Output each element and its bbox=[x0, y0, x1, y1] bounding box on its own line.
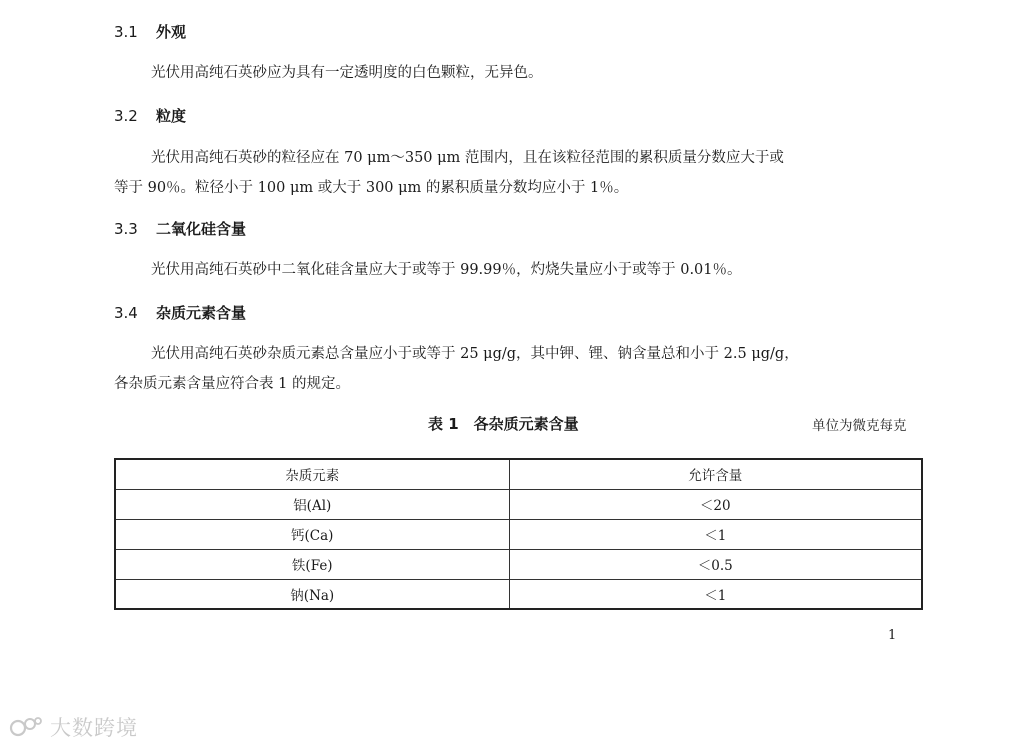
paragraph-impurity-content bbox=[114, 339, 924, 399]
section-heading-3-2 bbox=[114, 106, 186, 126]
table-caption: 表 1 各杂质元素含量 bbox=[428, 415, 579, 433]
section-title: 二氧化硅含量 bbox=[156, 220, 247, 238]
section-heading-3-4 bbox=[114, 303, 246, 323]
section-title: 粒度 bbox=[156, 107, 187, 125]
section-number: 3.2 bbox=[114, 107, 138, 125]
brand-logo-icon bbox=[8, 714, 44, 740]
watermark bbox=[8, 712, 138, 742]
table-row bbox=[115, 519, 922, 549]
table-row bbox=[115, 489, 922, 519]
table-cell-value: ＜1 bbox=[509, 519, 922, 549]
table-cell-value: ＜0.5 bbox=[509, 549, 922, 579]
table-unit-note: 单位为微克每克 bbox=[812, 418, 907, 434]
section-title: 外观 bbox=[156, 23, 187, 41]
table-row bbox=[115, 549, 922, 579]
column-header-allowed-content: 允许含量 bbox=[509, 459, 922, 489]
section-heading-3-3 bbox=[114, 219, 246, 239]
table-cell-element: 钙(Ca) bbox=[115, 519, 509, 549]
paragraph-line: 光伏用高纯石英砂杂质元素总含量应小于或等于 25 μg/g，其中钾、锂、钠含量总和小于 2.5 μg/g， bbox=[151, 346, 799, 362]
paragraph-line: 等于 90％。粒径小于 100 μm 或大于 300 μm 的累积质量分数均应小于 1％。 bbox=[114, 180, 629, 196]
section-heading-3-1 bbox=[114, 22, 186, 42]
paragraph-silica-content bbox=[151, 255, 742, 285]
table-cell-value: ＜20 bbox=[509, 489, 922, 519]
section-number: 3.1 bbox=[114, 23, 138, 41]
page-number: 1 bbox=[888, 628, 897, 643]
column-header-element: 杂质元素 bbox=[115, 459, 509, 489]
watermark-text: 大数跨境 bbox=[50, 716, 138, 740]
table-row bbox=[115, 579, 922, 609]
paragraph-line: 光伏用高纯石英砂应为具有一定透明度的白色颗粒，无异色。 bbox=[151, 65, 543, 81]
section-title: 杂质元素含量 bbox=[156, 304, 247, 322]
impurity-table bbox=[114, 458, 923, 610]
table-cell-element: 钠(Na) bbox=[115, 579, 509, 609]
table-cell-value: ＜1 bbox=[509, 579, 922, 609]
section-number: 3.3 bbox=[114, 220, 138, 238]
paragraph-grain-size bbox=[114, 143, 924, 203]
section-number: 3.4 bbox=[114, 304, 138, 322]
table-cell-element: 铝(Al) bbox=[115, 489, 509, 519]
table-header-row bbox=[115, 459, 922, 489]
paragraph-line: 光伏用高纯石英砂的粒径应在 70 μm～350 μm 范围内，且在该粒径范围的累积质量分数应大于或 bbox=[151, 150, 784, 166]
paragraph-line: 光伏用高纯石英砂中二氧化硅含量应大于或等于 99.99％，灼烧失量应小于或等于 0.01％。 bbox=[151, 262, 742, 278]
paragraph-appearance bbox=[151, 58, 543, 88]
paragraph-line: 各杂质元素含量应符合表 1 的规定。 bbox=[114, 376, 350, 392]
table-cell-element: 铁(Fe) bbox=[115, 549, 509, 579]
